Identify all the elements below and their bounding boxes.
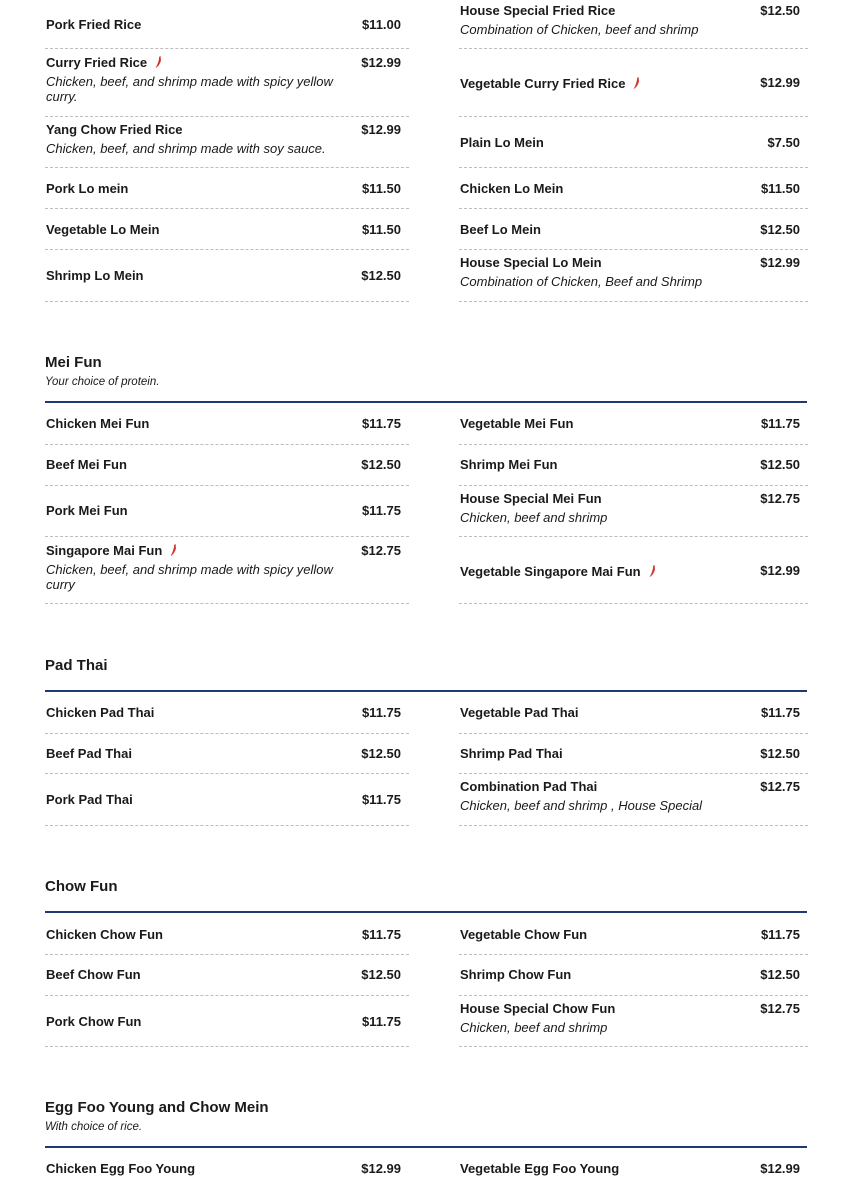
item-name: Vegetable Pad Thai (460, 705, 579, 720)
item-price: $12.50 (760, 746, 800, 761)
menu-item[interactable] (459, 955, 808, 996)
item-name: Chicken Lo Mein (460, 181, 564, 196)
item-name: Vegetable Egg Foo Young (460, 1161, 620, 1176)
item-price: $12.50 (760, 3, 800, 18)
menu-item[interactable] (45, 168, 409, 209)
item-price: $12.50 (361, 268, 401, 283)
item-price: $11.75 (760, 927, 800, 942)
item-price: $11.50 (361, 222, 401, 237)
menu-item[interactable] (45, 996, 409, 1047)
item-name: House Special Fried Rice (460, 3, 616, 18)
menu-item[interactable] (45, 49, 409, 117)
item-price: $12.50 (760, 457, 800, 472)
item-name: Pork Pad Thai (46, 792, 133, 807)
item-price: $11.50 (760, 181, 800, 196)
item-name: Chicken Pad Thai (46, 705, 155, 720)
item-name: Pork Mei Fun (46, 503, 128, 518)
menu-item[interactable] (45, 486, 409, 537)
item-price: $12.50 (760, 222, 800, 237)
item-name: Pork Fried Rice (46, 17, 142, 32)
item-price: $11.75 (361, 927, 401, 942)
item-price: $12.99 (760, 75, 800, 90)
menu-item[interactable] (45, 914, 409, 955)
item-price: $11.75 (361, 1014, 401, 1029)
section-title-mei-fun: Mei Fun (45, 354, 102, 371)
menu-item[interactable] (459, 1149, 808, 1189)
item-description: Chicken, beef, and shrimp made with spicy yellow curry. (46, 74, 333, 104)
chili-pepper-icon (649, 565, 657, 577)
menu-item[interactable] (459, 209, 808, 250)
menu-item[interactable] (459, 996, 808, 1047)
item-name: House Special Mei Fun (460, 491, 602, 506)
item-price: $11.75 (760, 705, 800, 720)
item-price: $12.99 (760, 563, 800, 578)
item-price: $12.99 (361, 1161, 401, 1176)
item-price: $12.75 (760, 491, 800, 506)
mei-fun-grid (45, 404, 808, 604)
item-name: Shrimp Chow Fun (460, 967, 572, 982)
chili-pepper-icon (633, 77, 641, 89)
item-price: $7.50 (767, 135, 800, 150)
menu-item[interactable] (459, 774, 808, 826)
item-name: Singapore Mai Fun (46, 543, 163, 558)
item-name: Beef Pad Thai (46, 746, 132, 761)
section-title-egg-foo-young: Egg Foo Young and Chow Mein (45, 1099, 269, 1116)
menu-item[interactable] (45, 955, 409, 996)
chili-pepper-icon (155, 56, 163, 68)
item-price: $11.00 (361, 17, 401, 32)
menu-item[interactable] (459, 693, 808, 734)
menu-item[interactable] (459, 0, 808, 49)
item-description: Chicken, beef and shrimp , House Special (460, 798, 703, 813)
item-name: Yang Chow Fried Rice (46, 122, 183, 137)
item-description: Chicken, beef and shrimp (460, 1020, 608, 1035)
item-name: Curry Fried Rice (46, 55, 148, 70)
menu-item[interactable] (45, 537, 409, 604)
item-name: Vegetable Curry Fried Rice (460, 76, 626, 91)
fried-rice-lo-mein-grid (45, 0, 808, 302)
menu-item[interactable] (459, 445, 808, 486)
item-name: House Special Lo Mein (460, 255, 602, 270)
section-divider (45, 401, 807, 403)
menu-item[interactable] (45, 445, 409, 486)
item-name: Pork Lo mein (46, 181, 129, 196)
item-price: $12.99 (361, 55, 401, 70)
item-price: $11.75 (361, 503, 401, 518)
item-description: Combination of Chicken, beef and shrimp (460, 22, 699, 37)
section-divider (45, 911, 807, 913)
item-price: $12.75 (760, 1001, 800, 1016)
item-description: Chicken, beef and shrimp (460, 510, 608, 525)
item-price: $11.75 (361, 792, 401, 807)
item-name: Beef Chow Fun (46, 967, 141, 982)
item-description: Chicken, beef, and shrimp made with soy sauce. (46, 141, 326, 156)
item-name: Vegetable Lo Mein (46, 222, 160, 237)
item-price: $12.50 (361, 457, 401, 472)
section-subtitle-mei-fun: Your choice of protein. (45, 376, 160, 388)
menu-item[interactable] (45, 0, 409, 49)
menu-item[interactable] (459, 486, 808, 537)
menu-item[interactable] (45, 209, 409, 250)
item-name: Beef Mei Fun (46, 457, 127, 472)
menu-item[interactable] (45, 734, 409, 774)
menu-item[interactable] (459, 537, 808, 604)
item-name: Shrimp Pad Thai (460, 746, 563, 761)
item-name: Combination Pad Thai (460, 779, 598, 794)
egg-foo-young-grid (45, 1149, 808, 1176)
item-name: Vegetable Chow Fun (460, 927, 588, 942)
item-name: Pork Chow Fun (46, 1014, 142, 1029)
section-divider (45, 690, 807, 692)
item-price: $11.50 (361, 181, 401, 196)
section-subtitle-egg-foo-young: With choice of rice. (45, 1121, 143, 1133)
menu-item[interactable] (45, 774, 409, 826)
menu-item[interactable] (459, 49, 808, 117)
menu-item[interactable] (459, 250, 808, 302)
item-price: $11.75 (760, 416, 800, 431)
item-price: $12.99 (760, 1161, 800, 1176)
item-name: Vegetable Mei Fun (460, 416, 574, 431)
item-name: Plain Lo Mein (460, 135, 544, 150)
item-price: $12.75 (760, 779, 800, 794)
menu-item[interactable] (45, 404, 409, 445)
item-price: $12.50 (361, 967, 401, 982)
menu-item[interactable] (45, 250, 409, 302)
menu-item[interactable] (459, 117, 808, 168)
item-price: $12.99 (760, 255, 800, 270)
item-price: $11.75 (361, 416, 401, 431)
menu-item[interactable] (45, 117, 409, 168)
menu-item[interactable] (45, 693, 409, 734)
item-description: Chicken, beef, and shrimp made with spicy yellow curry (46, 562, 333, 592)
item-name: House Special Chow Fun (460, 1001, 616, 1016)
chow-fun-grid (45, 914, 808, 1047)
menu-item[interactable] (459, 404, 808, 445)
item-name: Beef Lo Mein (460, 222, 541, 237)
menu-item[interactable] (45, 1149, 409, 1189)
item-name: Shrimp Mei Fun (460, 457, 558, 472)
chili-pepper-icon (170, 544, 178, 556)
pad-thai-grid (45, 693, 808, 826)
item-name: Vegetable Singapore Mai Fun (460, 564, 641, 579)
menu-item[interactable] (459, 734, 808, 774)
section-title-chow-fun: Chow Fun (45, 878, 118, 895)
item-name: Shrimp Lo Mein (46, 268, 144, 283)
item-price: $11.75 (361, 705, 401, 720)
item-name: Chicken Egg Foo Young (46, 1161, 196, 1176)
section-title-pad-thai: Pad Thai (45, 657, 108, 674)
menu-item[interactable] (459, 168, 808, 209)
item-price: $12.75 (361, 543, 401, 558)
item-price: $12.50 (760, 967, 800, 982)
menu-item[interactable] (459, 914, 808, 955)
item-name: Chicken Chow Fun (46, 927, 163, 942)
item-name: Chicken Mei Fun (46, 416, 150, 431)
item-price: $12.99 (361, 122, 401, 137)
item-description: Combination of Chicken, Beef and Shrimp (460, 274, 703, 289)
item-price: $12.50 (361, 746, 401, 761)
section-divider (45, 1146, 807, 1148)
